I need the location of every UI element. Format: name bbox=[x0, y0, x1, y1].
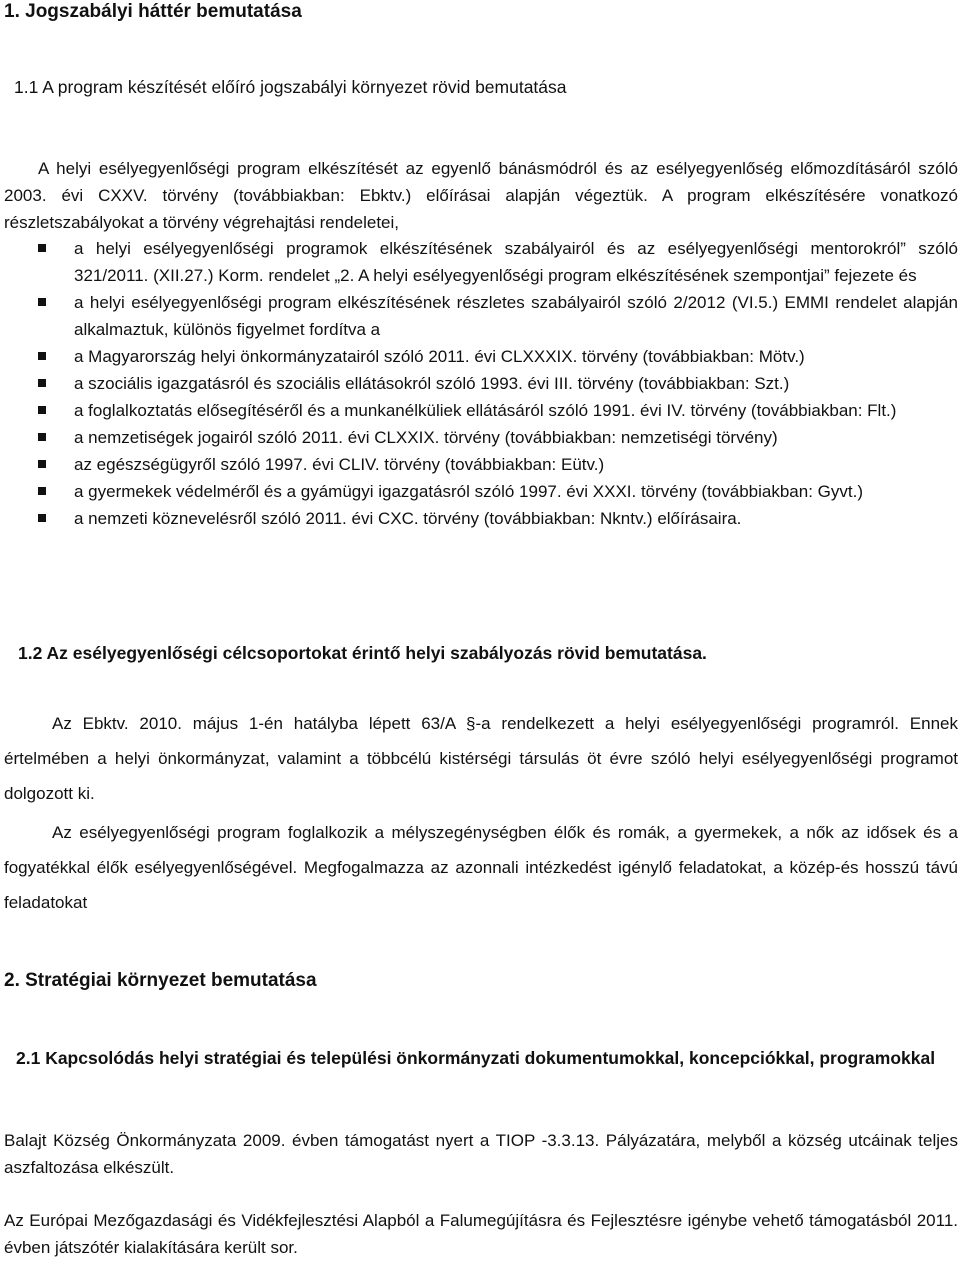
bullet-icon bbox=[38, 514, 46, 522]
section-2-1-paragraph-1: Balajt Község Önkormányzata 2009. évben támogatást nyert a TIOP -3.3.13. Pályázatára, melyből a község utcáinak teljes aszfaltozása elkészült. bbox=[4, 1131, 958, 1177]
section-2-1-title: 2.1 Kapcsolódás helyi stratégiai és települési önkormányzati dokumentumokkal, koncepciókkal, programokkal bbox=[16, 1048, 936, 1068]
section-1-title: 1. Jogszabályi háttér bemutatása bbox=[4, 1, 302, 22]
list-item: az egészségügyről szóló 1997. évi CLIV. törvény (továbbiakban: Eütv.) bbox=[38, 451, 958, 478]
bullet-icon bbox=[38, 379, 46, 387]
section-2-1-paragraph-2: Az Európai Mezőgazdasági és Vidékfejlesztési Alapból a Falumegújításra és Fejlesztésre igénybe vehető támogatásból 2011. évben játszótér kialakítására került sor. bbox=[4, 1211, 958, 1257]
list-item: a foglalkoztatás elősegítéséről és a munkanélküliek ellátásáról szóló 1991. évi IV. törvény (továbbiakban: Flt.) bbox=[38, 397, 958, 424]
list-item: a Magyarország helyi önkormányzatairól szóló 2011. évi CLXXXIX. törvény (továbbiakban: Mötv.) bbox=[38, 343, 958, 370]
list-item: a gyermekek védelméről és a gyámügyi igazgatásról szóló 1997. évi XXXI. törvény (továbbiakban: Gyvt.) bbox=[38, 478, 958, 505]
bullet-icon bbox=[38, 352, 46, 360]
section-1-2-title: 1.2 Az esélyegyenlőségi célcsoportokat érintő helyi szabályozás rövid bemutatása. bbox=[18, 643, 707, 663]
list-item: a nemzeti köznevelésről szóló 2011. évi CXC. törvény (továbbiakban: Nkntv.) előírásaira. bbox=[38, 505, 958, 532]
bullet-icon bbox=[38, 406, 46, 414]
bullet-icon bbox=[38, 244, 46, 252]
list-item: a szociális igazgatásról és szociális ellátásokról szóló 1993. évi III. törvény (továbbiakban: Szt.) bbox=[38, 370, 958, 397]
legal-list bbox=[38, 235, 958, 532]
section-2-title: 2. Stratégiai környezet bemutatása bbox=[4, 970, 317, 991]
list-item: a helyi esélyegyenlőségi program elkészítésének részletes szabályairól szóló 2/2012 (VI.5.) EMMI rendelet alapján alkalmaztuk, különös figyelmet fordítva a bbox=[38, 289, 958, 343]
section-1-2-paragraph-1: Az Ebktv. 2010. május 1-én hatályba lépett 63/A §-a rendelkezett a helyi esélyegyenlőségi programról. Ennek értelmében a helyi önkormányzat, valamint a többcélú kistérségi társulás öt évre szóló helyi esélyegyenlőségi programot dolgozott ki. bbox=[4, 714, 958, 803]
section-1-1-paragraph: A helyi esélyegyenlőségi program elkészítését az egyenlő bánásmódról és az esélyegyenlőség előmozdításáról szóló 2003. évi CXXV. törvény (továbbiakban: Ebktv.) előírásai alapján végeztük. A program elkészítésére vonatkozó részletszabályokat a törvény végrehajtási rendeletei, bbox=[4, 159, 958, 232]
section-1-1-title: 1.1 A program készítését előíró jogszabályi környezet rövid bemutatása bbox=[14, 77, 567, 97]
bullet-icon bbox=[38, 460, 46, 468]
bullet-icon bbox=[38, 487, 46, 495]
section-1-2-paragraph-2: Az esélyegyenlőségi program foglalkozik a mélyszegénységben élők és romák, a gyermekek, a nők az idősek és a fogyatékkal élők esélyegyenlőségével. Megfogalmazza az azonnali intézkedést igénylő feladatokat, a közép-és hosszú távú feladatokat bbox=[4, 823, 958, 912]
list-item: a nemzetiségek jogairól szóló 2011. évi CLXXIX. törvény (továbbiakban: nemzetiségi törvény) bbox=[38, 424, 958, 451]
bullet-icon bbox=[38, 298, 46, 306]
list-item: a helyi esélyegyenlőségi programok elkészítésének szabályairól és az esélyegyenlőségi mentorokról” szóló 321/2011. (XII.27.) Korm. rendelet „2. A helyi esélyegyenlőségi program elkészítésének szempontjai” fejezete és bbox=[38, 235, 958, 289]
bullet-icon bbox=[38, 433, 46, 441]
